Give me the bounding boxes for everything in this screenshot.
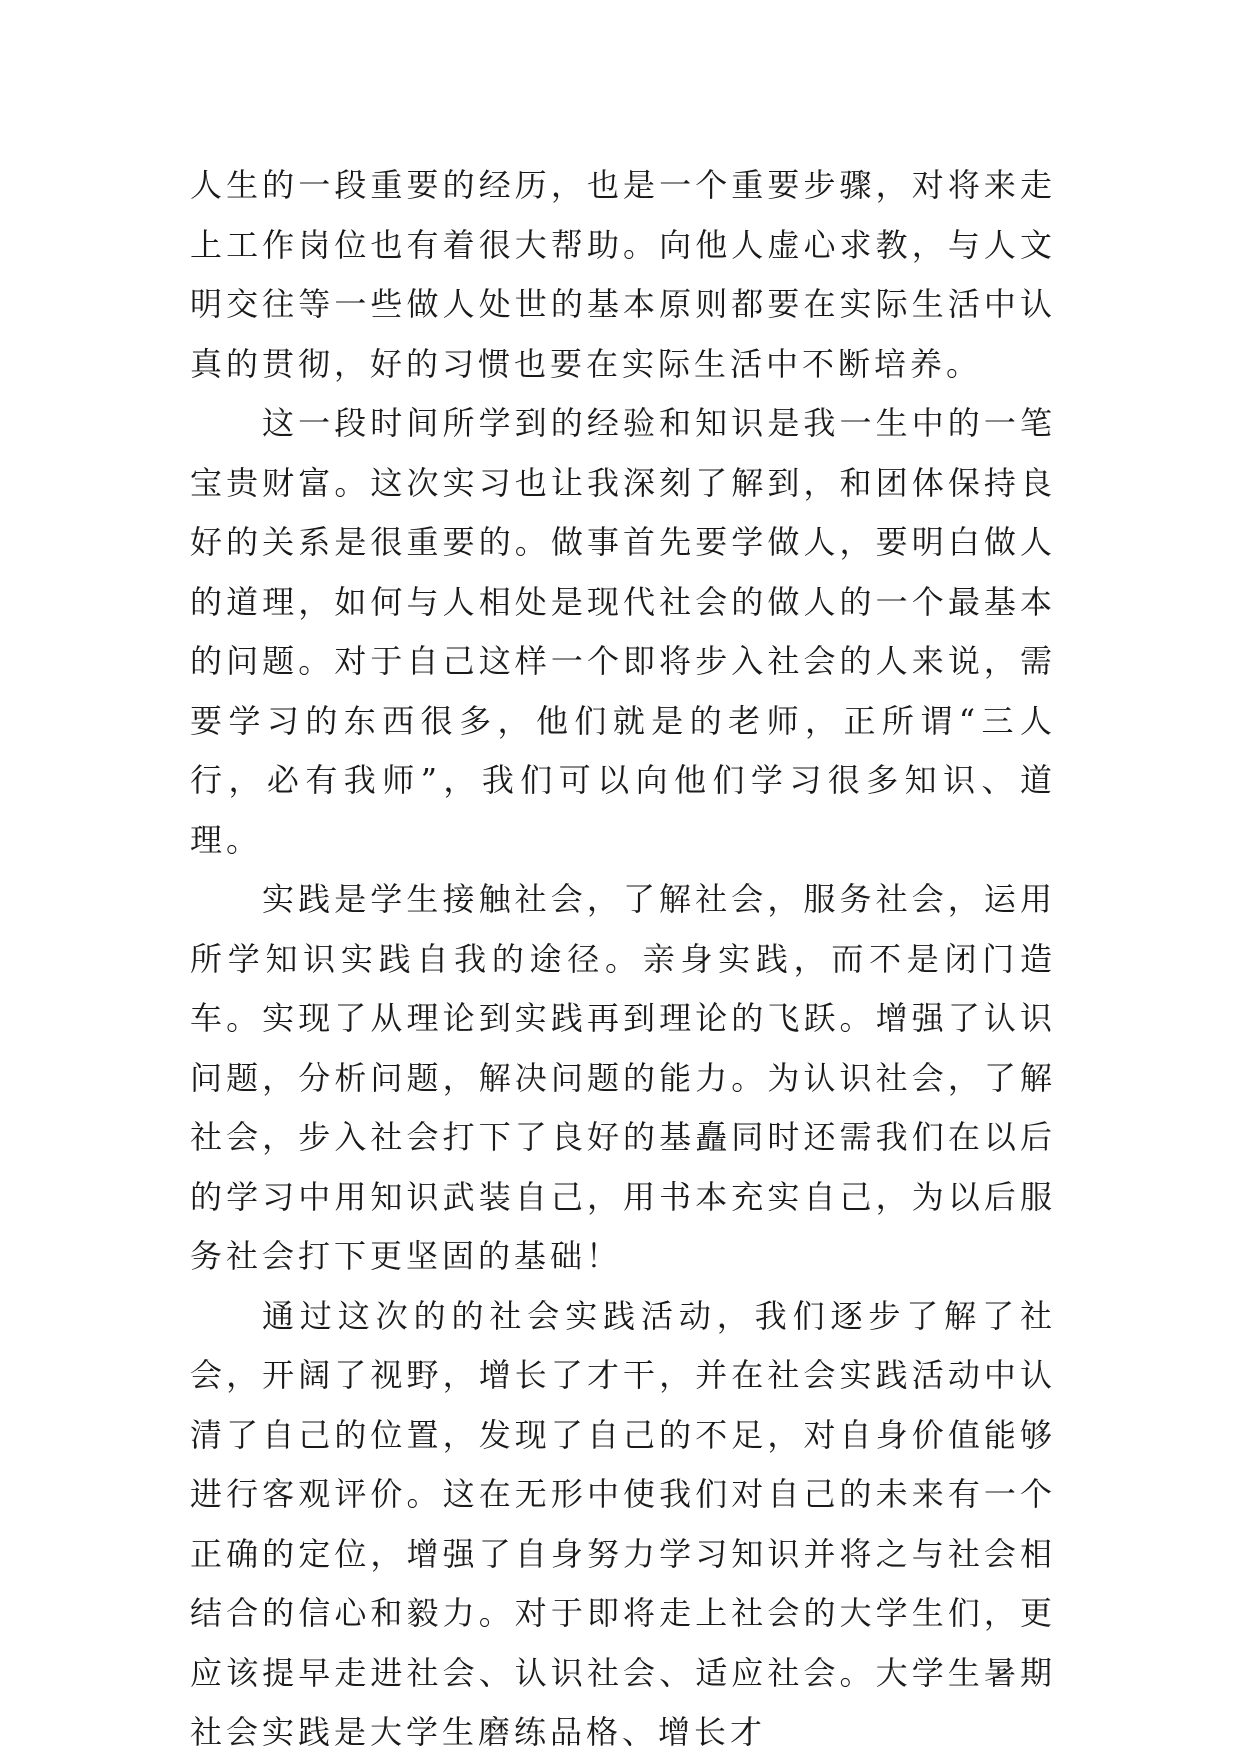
paragraph-2: 这一段时间所学到的经验和知识是我一生中的一笔宝贵财富。这次实习也让我深刻了解到，和团体保持良好的关系是很重要的。做事首先要学做人，要明白做人的道理，如何与人相处是现代社会的做人的一个最基本的问题。对于自己这样一个即将步入社会的人来说，需要学习的东西很多，他们就是的老师，正所谓“三人行，必有我师”，我们可以向他们学习很多知识、道理。 <box>190 404 1056 859</box>
document-body <box>190 156 1056 1763</box>
paragraph-3: 实践是学生接触社会，了解社会，服务社会，运用所学知识实践自我的途径。亲身实践，而不是闭门造车。实现了从理论到实践再到理论的飞跃。增强了认识问题，分析问题，解决问题的能力。为认识社会，了解社会，步入社会打下了良好的基矗同时还需我们在以后的学习中用知识武装自己，用书本充实自己，为以后服务社会打下更坚固的基础！ <box>190 880 1056 1275</box>
paragraph-1: 人生的一段重要的经历，也是一个重要步骤，对将来走上工作岗位也有着很大帮助。向他人虚心求教，与人文明交往等一些做人处世的基本原则都要在实际生活中认真的贯彻，好的习惯也要在实际生活中不断培养。 <box>190 166 1056 383</box>
paragraph-4: 通过这次的的社会实践活动，我们逐步了解了社会，开阔了视野，增长了才干，并在社会实践活动中认清了自己的位置，发现了自己的不足，对自身价值能够进行客观评价。这在无形中使我们对自己的未来有一个正确的定位，增强了自身努力学习知识并将之与社会相结合的信心和毅力。对于即将走上社会的大学生们，更应该提早走进社会、认识社会、适应社会。大学生暑期社会实践是大学生磨练品格、增长才 <box>190 1296 1056 1751</box>
